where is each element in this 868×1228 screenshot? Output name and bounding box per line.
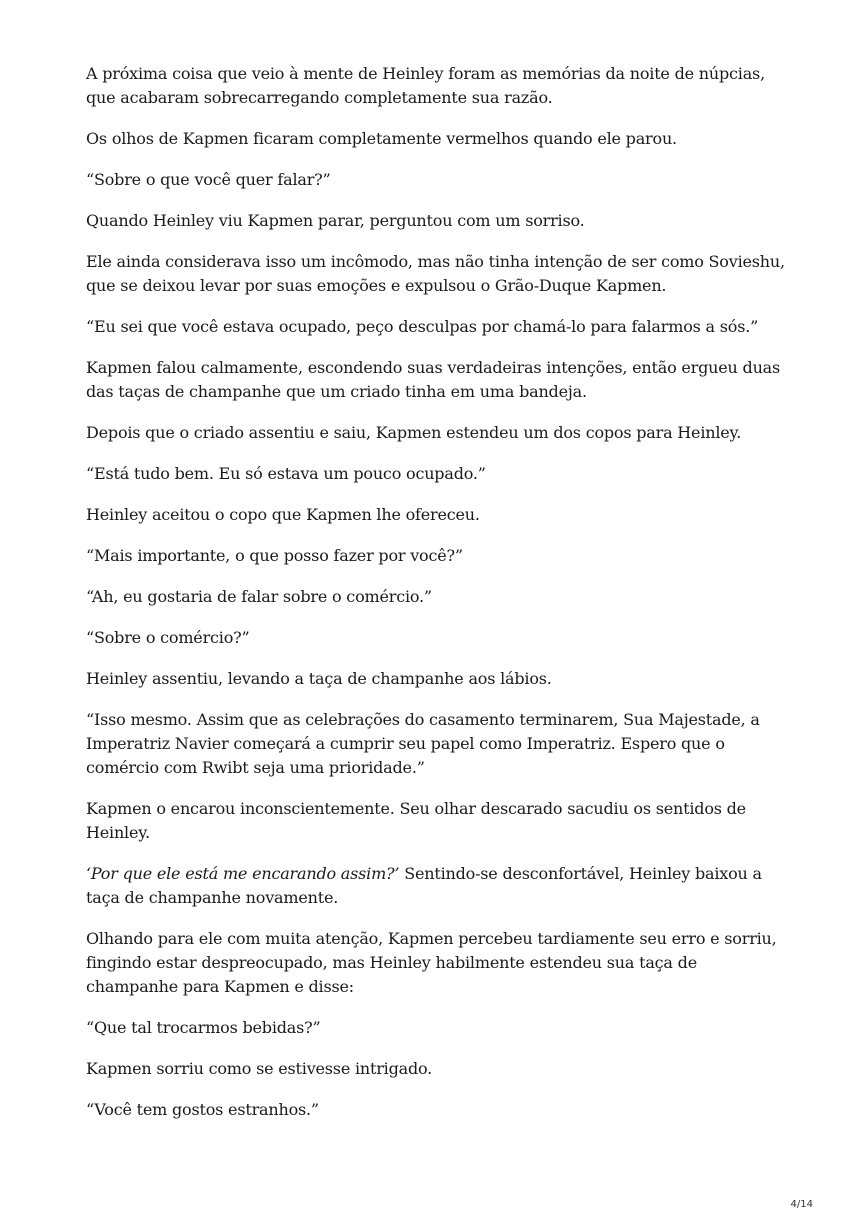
paragraph-10: Heinley aceitou o copo que Kapmen lhe ofereceu. bbox=[86, 505, 480, 524]
paragraph-17-rest: Sentindo-se desconfortável, Heinley baixou a taça de champanhe novamente. bbox=[86, 864, 762, 907]
paragraph-11: “Mais importante, o que posso fazer por você?” bbox=[86, 546, 463, 565]
paragraph-1: A próxima coisa que veio à mente de Heinley foram as memórias da noite de núpcias, que acabaram sobrecarregando completamente sua razão. bbox=[86, 64, 765, 107]
paragraph-15: “Isso mesmo. Assim que as celebrações do casamento terminarem, Sua Majestade, a Imperatriz Navier começará a cumprir seu papel como Imperatriz. Espero que o comércio com Rwibt seja uma prioridade.” bbox=[86, 710, 760, 777]
paragraph-21: “Você tem gostos estranhos.” bbox=[86, 1100, 319, 1119]
paragraph-2: Os olhos de Kapmen ficaram completamente vermelhos quando ele parou. bbox=[86, 129, 677, 148]
paragraph-9: “Está tudo bem. Eu só estava um pouco ocupado.” bbox=[86, 464, 486, 483]
paragraph-4: Quando Heinley viu Kapmen parar, perguntou com um sorriso. bbox=[86, 211, 585, 230]
document-page bbox=[86, 62, 786, 1139]
paragraph-13: “Sobre o comércio?” bbox=[86, 628, 250, 647]
paragraph-14: Heinley assentiu, levando a taça de champanhe aos lábios. bbox=[86, 669, 552, 688]
paragraph-5: Ele ainda considerava isso um incômodo, mas não tinha intenção de ser como Sovieshu, que se deixou levar por suas emoções e expulsou o Grão-Duque Kapmen. bbox=[86, 252, 785, 295]
paragraph-19: “Que tal trocarmos bebidas?” bbox=[86, 1018, 321, 1037]
italic-thought: ‘Por que ele está me encarando assim?’ bbox=[86, 864, 400, 883]
paragraph-20: Kapmen sorriu como se estivesse intrigado. bbox=[86, 1059, 433, 1078]
paragraph-8: Depois que o criado assentiu e saiu, Kapmen estendeu um dos copos para Heinley. bbox=[86, 423, 742, 442]
paragraph-16: Kapmen o encarou inconscientemente. Seu olhar descarado sacudiu os sentidos de Heinley. bbox=[86, 799, 746, 842]
paragraph-18: Olhando para ele com muita atenção, Kapmen percebeu tardiamente seu erro e sorriu, fingindo estar despreocupado, mas Heinley habilmente estendeu sua taça de champanhe para Kapmen e disse: bbox=[86, 929, 777, 996]
paragraph-6: “Eu sei que você estava ocupado, peço desculpas por chamá-lo para falarmos a sós.” bbox=[86, 317, 759, 336]
paragraph-7: Kapmen falou calmamente, escondendo suas verdadeiras intenções, então ergueu duas das taças de champanhe que um criado tinha em uma bandeja. bbox=[86, 358, 781, 401]
paragraph-3: “Sobre o que você quer falar?” bbox=[86, 170, 331, 189]
page-number: 4/14 bbox=[790, 1199, 813, 1210]
paragraph-17 bbox=[86, 862, 786, 910]
paragraph-12: “Ah, eu gostaria de falar sobre o comércio.” bbox=[86, 587, 432, 606]
